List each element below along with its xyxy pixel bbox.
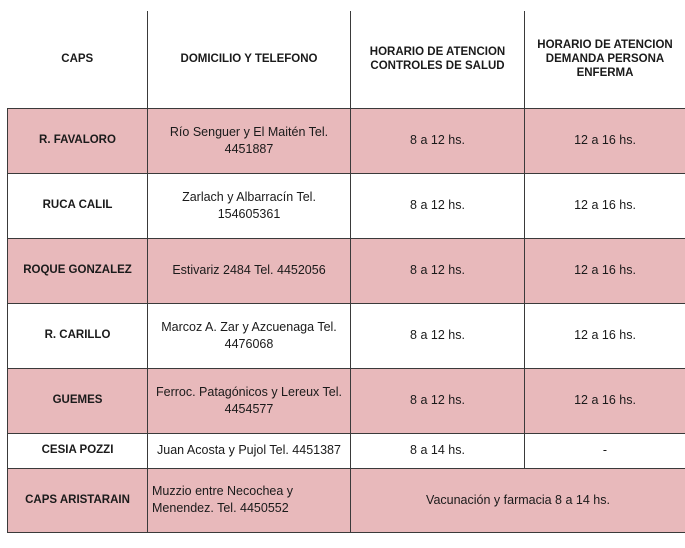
address-phone: Ferroc. Patagónicos y Lereux Tel. 4454577 [148, 368, 351, 433]
address-phone: Río Senguer y El Maitén Tel. 4451887 [148, 108, 351, 173]
table-row [8, 173, 685, 238]
caps-name: CESIA POZZI [8, 433, 148, 468]
table-row [8, 108, 685, 173]
header-horario-demanda: HORARIO DE ATENCION DEMANDA PERSONA ENFERMA [525, 11, 685, 108]
caps-name: R. CARILLO [8, 303, 148, 368]
controles-hours: 8 a 12 hs. [351, 368, 525, 433]
table-row [8, 433, 685, 468]
address-phone: Estivariz 2484 Tel. 4452056 [148, 238, 351, 303]
caps-schedule-table [7, 11, 685, 533]
address-phone: Juan Acosta y Pujol Tel. 4451387 [148, 433, 351, 468]
caps-name: CAPS ARISTARAIN [8, 468, 148, 532]
caps-name: R. FAVALORO [8, 108, 148, 173]
controles-hours: 8 a 12 hs. [351, 173, 525, 238]
demanda-hours: 12 a 16 hs. [525, 368, 685, 433]
header-caps: CAPS [8, 11, 148, 108]
header-domicilio: DOMICILIO Y TELEFONO [148, 11, 351, 108]
address-phone: Muzzio entre Necochea y Menendez. Tel. 4450552 [148, 468, 351, 532]
table-row [8, 303, 685, 368]
controles-hours: 8 a 12 hs. [351, 108, 525, 173]
caps-name: GUEMES [8, 368, 148, 433]
controles-hours: 8 a 12 hs. [351, 303, 525, 368]
caps-name: ROQUE GONZALEZ [8, 238, 148, 303]
address-phone: Zarlach y Albarracín Tel. 154605361 [148, 173, 351, 238]
address-phone: Marcoz A. Zar y Azcuenaga Tel. 4476068 [148, 303, 351, 368]
header-horario-controles: HORARIO DE ATENCION CONTROLES DE SALUD [351, 11, 525, 108]
header-row [8, 11, 685, 108]
demanda-hours: - [525, 433, 685, 468]
caps-name: RUCA CALIL [8, 173, 148, 238]
merged-hours-note: Vacunación y farmacia 8 a 14 hs. [351, 468, 685, 532]
table-row [8, 368, 685, 433]
controles-hours: 8 a 14 hs. [351, 433, 525, 468]
table-row [8, 238, 685, 303]
demanda-hours: 12 a 16 hs. [525, 173, 685, 238]
schedule-table-container [7, 11, 685, 533]
table-row [8, 468, 685, 532]
demanda-hours: 12 a 16 hs. [525, 238, 685, 303]
controles-hours: 8 a 12 hs. [351, 238, 525, 303]
demanda-hours: 12 a 16 hs. [525, 108, 685, 173]
demanda-hours: 12 a 16 hs. [525, 303, 685, 368]
